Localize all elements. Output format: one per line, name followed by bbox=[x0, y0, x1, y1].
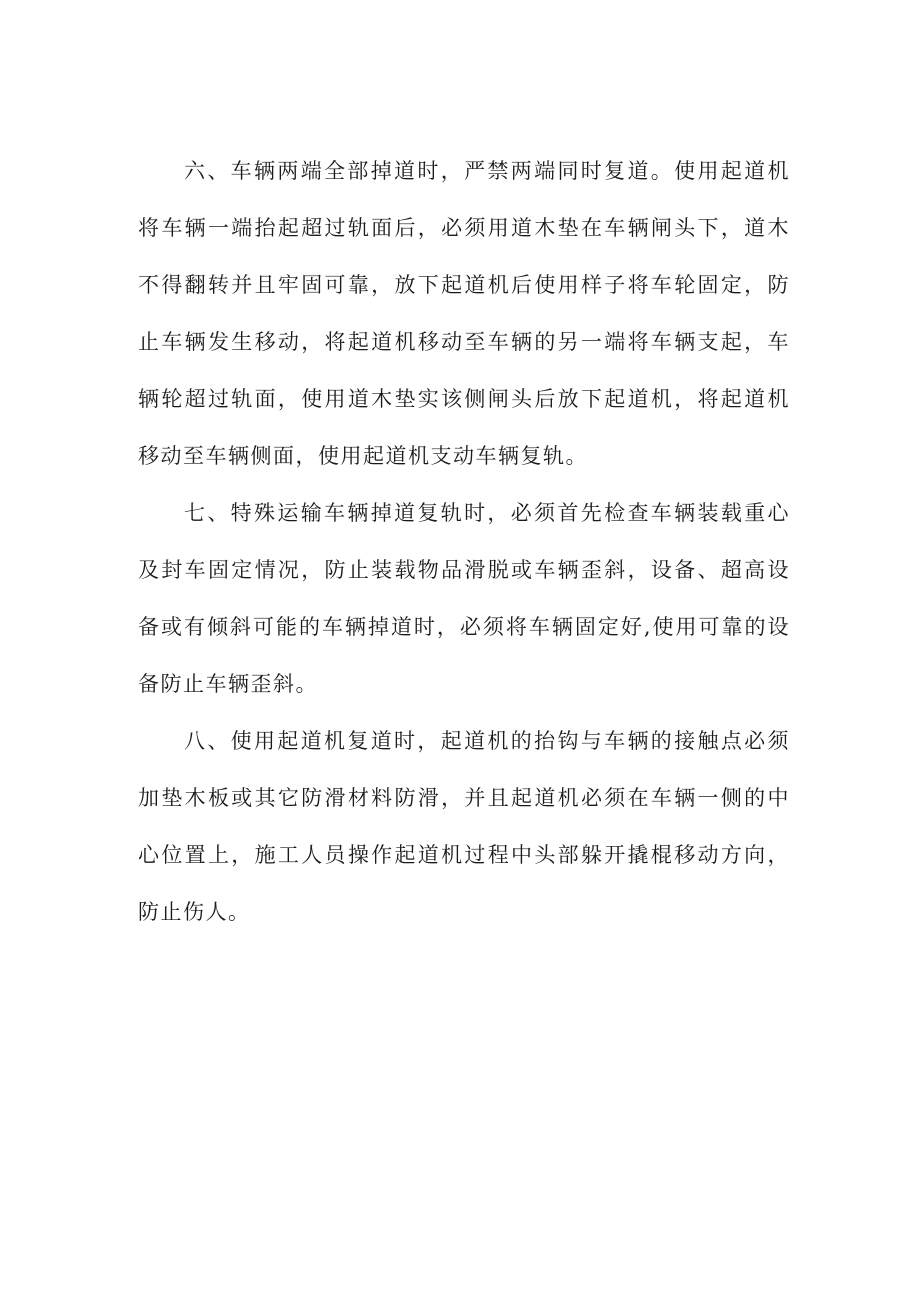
paragraph-8: 八、使用起道机复道时，起道机的抬钩与车辆的接触点必须加垫木板或其它防滑材料防滑，并且起道机必须在车辆一侧的中心位置上，施工人员操作起道机过程中头部躲开撬棍移动方向，防止伤人。 bbox=[138, 729, 790, 924]
document-body bbox=[138, 143, 790, 941]
paragraph-7: 七、特殊运输车辆掉道复轨时，必须首先检查车辆装载重心及封车固定情况，防止装载物品滑脱或车辆歪斜，设备、超高设备或有倾斜可能的车辆掉道时，必须将车辆固定好,使用可靠的设备防止车辆歪斜。 bbox=[138, 501, 790, 696]
paragraph-6: 六、车辆两端全部掉道时，严禁两端同时复道。使用起道机将车辆一端抬起超过轨面后，必须用道木垫在车辆闸头下，道木不得翻转并且牢固可靠，放下起道机后使用样子将车轮固定，防止车辆发生移动，将起道机移动至车辆的另一端将车辆支起，车辆轮超过轨面，使用道木垫实该侧闸头后放下起道机，将起道机移动至车辆侧面，使用起道机支动车辆复轨。 bbox=[138, 159, 790, 468]
